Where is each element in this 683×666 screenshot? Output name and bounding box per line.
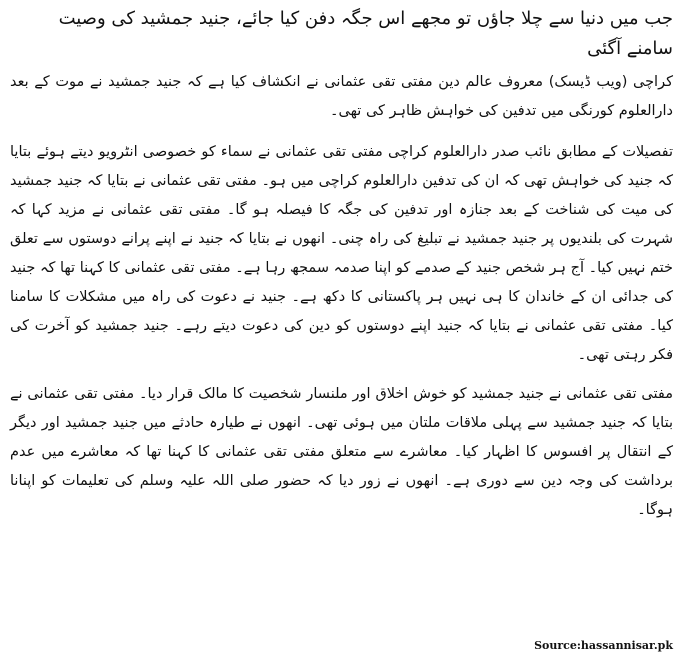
article-body	[10, 4, 673, 535]
source-credit: Source:hassannisar.pk	[534, 639, 673, 652]
article-paragraph-details: تفصیلات کے مطابق نائب صدر دارالعلوم کراچی مفتی تقی عثمانی نے سماء کو خصوصی انٹرویو دیتے ہوئے بتایا کہ جنید کی خواہش تھی کہ ان کی تدفین دارالعلوم کراچی میں ہو۔ مفتی تقی عثمانی نے بتایا کہ جنید جمشید کی میت کی شناخت کے بعد جنازہ اور تدفین کی جگہ کا فیصلہ ہو گا۔ مفتی تقی عثمانی نے مزید کہا کہ شہرت کی بلندیوں پر جنید جمشید نے تبلیغ کی راہ چنی۔ انھوں نے بتایا کہ جنید نے اپنے پرانے دوستوں سے تعلق ختم نہیں کیا۔ آج ہر شخص جنید کے صدمے کو اپنا صدمہ سمجھ رہا ہے۔ مفتی تقی عثمانی کا کہنا تھا کہ جنید کی جدائی ان کے خاندان کا ہی نہیں ہر پاکستانی کا دکھ ہے۔ جنید نے دعوت کی راہ میں مشکلات کا سامنا کیا۔ مفتی تقی عثمانی نے بتایا کہ جنید اپنے دوستوں کو دین کی دعوت دیتے رہے۔ جنید جمشید کو آخرت کی فکر رہتی تھی۔	[10, 144, 673, 363]
article-paragraph-closing: مفتی تقی عثمانی نے جنید جمشید کو خوش اخلاق اور ملنسار شخصیت کا مالک قرار دیا۔ مفتی تقی عثمانی نے بتایا کہ جنید جمشید سے پہلی ملاقات ملتان میں ہوئی تھی۔ انھوں نے طیارہ حادثے میں جنید جمشید اور دیگر کے انتقال پر افسوس کا اظہار کیا۔ معاشرے سے متعلق مفتی تقی عثمانی کا کہنا تھا کہ معاشرے میں عدم برداشت کی وجہ دین سے دوری ہے۔ انھوں نے زور دیا کہ حضور صلی اللہ علیہ وسلم کی تعلیمات کو اپنانا ہوگا۔	[10, 386, 673, 518]
article-headline: جب میں دنیا سے چلا جاؤں تو مجھے اس جگہ دفن کیا جائے، جنید جمشید کی وصیت سامنے آگئی	[58, 8, 673, 59]
article-paragraph-intro: کراچی (ویب ڈیسک) معروف عالم دین مفتی تقی عثمانی نے انکشاف کیا ہے کہ جنید جمشید نے موت کے بعد دارالعلوم کورنگی میں تدفین کی خواہش ظاہر کی تھی۔	[10, 74, 673, 119]
